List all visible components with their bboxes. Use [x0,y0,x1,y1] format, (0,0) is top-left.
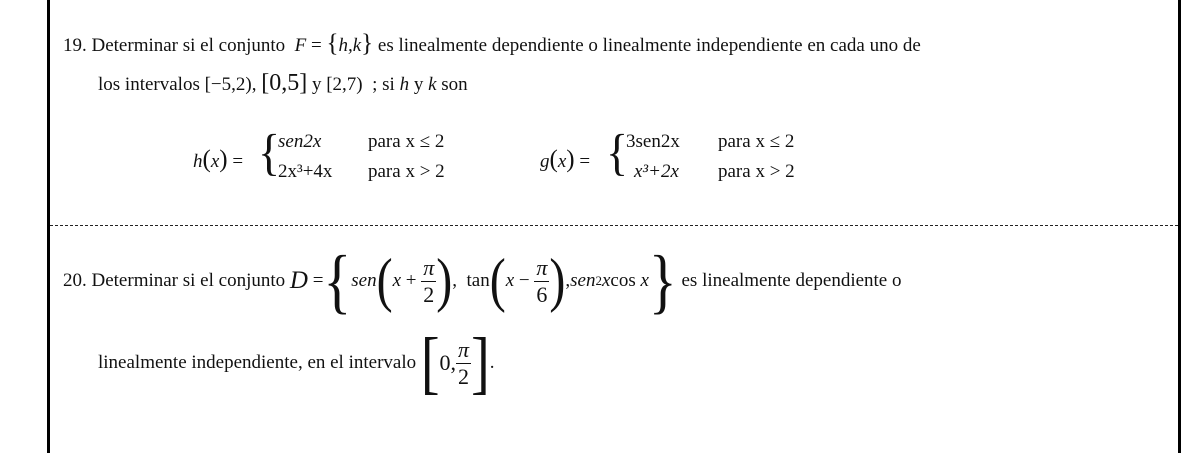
problem-20-line-1: 20. Determinar si el conjunto D = { sen ( x + $\frac{\pi}{2}$ ) , tan ( x − $\frac{\pi}{6}$ ) , sen 2 x cos x } es linealmente dependiente o [63,239,902,321]
h-condition-1: para x ≤ 2 [368,131,445,152]
problem-20-number: 20. [63,270,87,291]
fraction-pi-over-2-interval: $\frac{\pi}{2}$ [458,336,470,389]
problem-19-intro: Determinar si el conjunto [91,35,286,56]
problem-20-intro: Determinar si el conjunto [91,270,286,291]
interval-intro: linealmente independiente, en el intervalo [98,352,417,373]
g-case-1: 3sen2x [626,131,680,152]
set-f-elements: h,k [338,35,362,56]
intervals-intro: los intervalos [98,74,200,95]
h-case-1: sen2x [278,131,322,152]
problem-20-line-2: linealmente independiente, en el intervalo [ 0, $\frac{\pi}{2}$ ] . [98,324,495,402]
g-condition-2: para x > 2 [718,161,795,182]
h-condition-2: para x > 2 [368,161,445,182]
set-f-name: F [294,35,307,56]
g-pieces [626,127,680,187]
problem-19-number: 19. [63,35,87,56]
h-function-label: h(x) = [193,146,244,173]
g-brace: { [606,123,629,180]
left-frame-border [47,0,50,453]
g-case-2: x³+2x [634,161,679,182]
interval-3: [2,7) [326,74,363,95]
h-case-2: 2x³+4x [278,161,333,182]
interval-2: [0,5] [261,70,308,96]
right-frame-border [1178,0,1181,453]
g-function-label: g(x) = [540,146,591,173]
g-condition-1: para x ≤ 2 [718,131,795,152]
h-brace: { [258,123,281,180]
section-divider [50,225,1178,226]
interval-1: [−5,2), [204,74,257,95]
problem-19-statement: es linealmente dependiente o linealmente independiente en cada uno de [377,35,921,56]
g-conditions [718,127,795,187]
h-conditions [368,127,445,187]
problem-19-line-2: los intervalos [−5,2), [0,5] y [2,7) ; si h y k son [98,70,468,96]
problem-20-statement: es linealmente dependiente o [681,270,902,291]
problem-19-line-1: 19. Determinar si el conjunto F = {h,k} es linealmente dependiente o linealmente independiente en cada uno de [63,30,921,57]
fraction-pi-over-6: $\frac{\pi}{6}$ [536,254,548,307]
fraction-pi-over-2: $\frac{\pi}{2}$ [423,254,435,307]
set-d-name: D [289,267,308,294]
h-pieces [278,127,332,187]
